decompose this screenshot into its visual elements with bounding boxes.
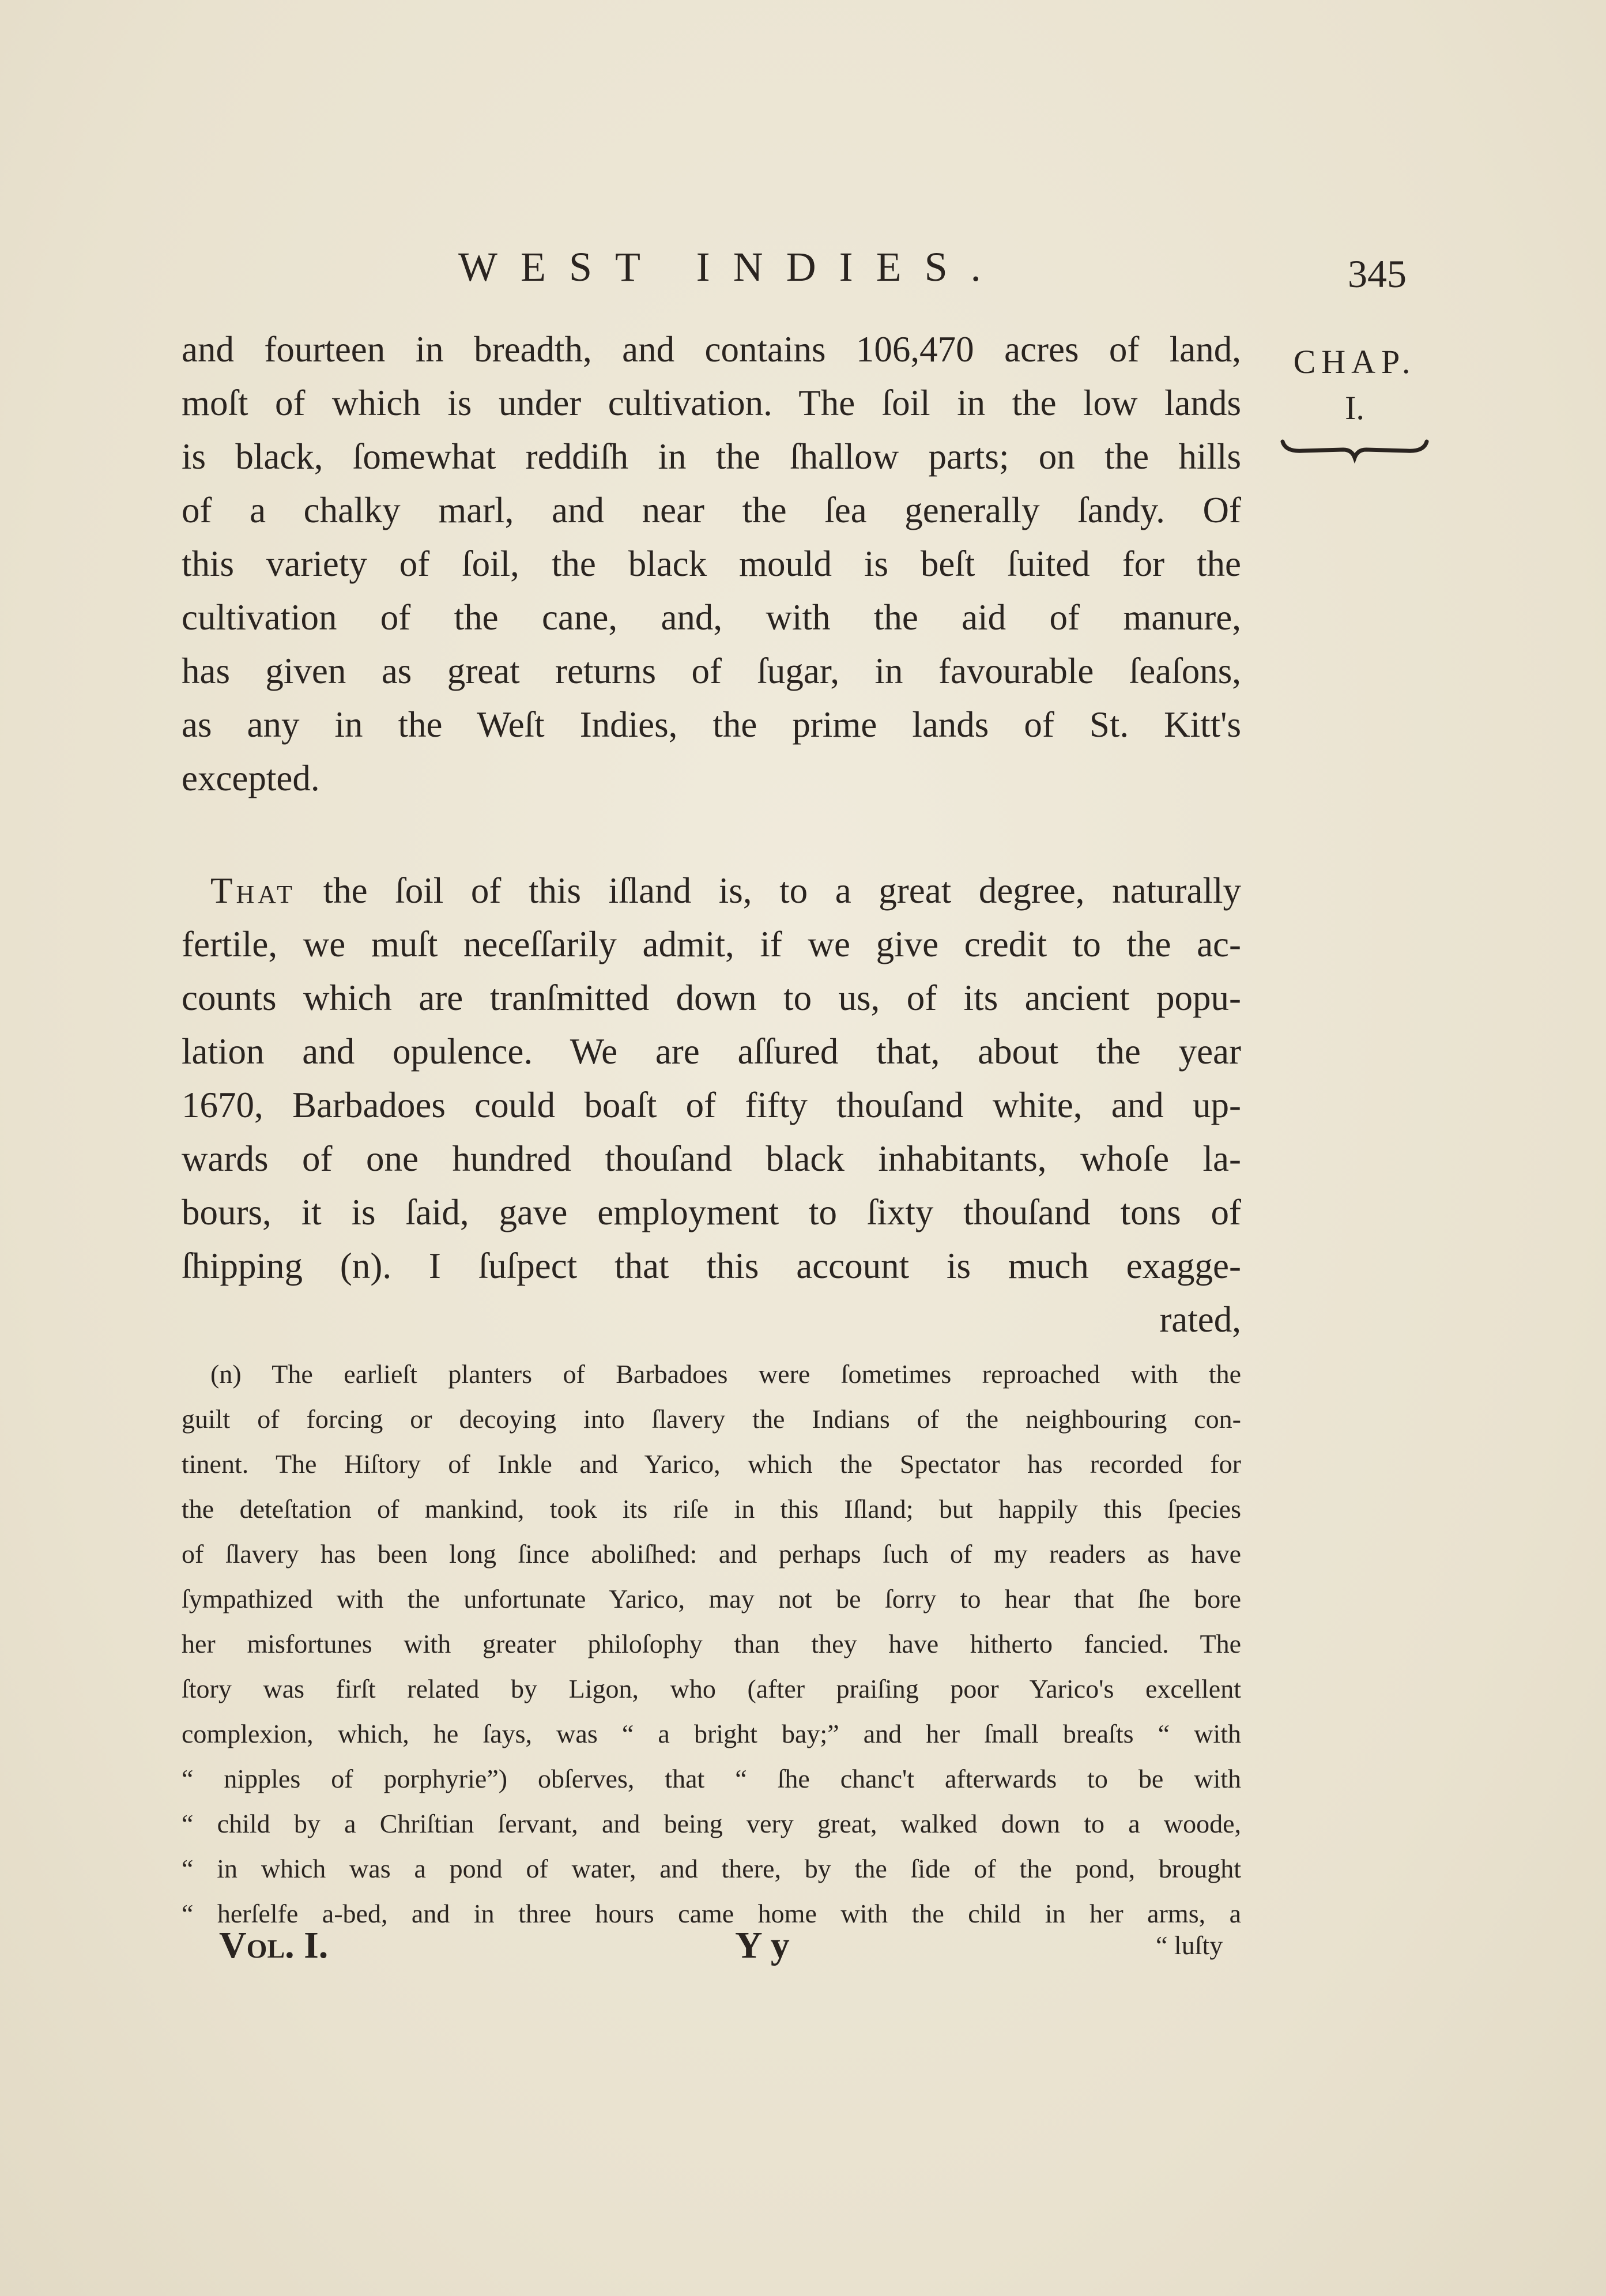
text-line: has given as great returns of ſugar, in favourable ſeaſons,: [182, 651, 1241, 691]
paragraph-2: [182, 864, 1241, 1347]
footnote-line: ſtory was firſt related by Ligon, who (after praiſing poor Yarico's excellent: [182, 1674, 1241, 1703]
catchword: “ luſty: [1156, 1931, 1223, 1960]
text-line: wards of one hundred thouſand black inhabitants, whoſe la-: [182, 1138, 1241, 1179]
text-line: is black, ſomewhat reddiſh in the ſhallow parts; on the hills: [182, 436, 1241, 477]
text-line: and fourteen in breadth, and contains 106,470 acres of land,: [182, 329, 1241, 370]
signature-mark: Y y: [735, 1924, 790, 1966]
text-line: cultivation of the cane, and, with the aid of manure,: [182, 597, 1241, 638]
volume-label: Vol. I.: [219, 1924, 329, 1966]
footnote-line: guilt of forcing or decoying into ſlavery the Indians of the neighbouring con-: [182, 1404, 1241, 1434]
footnote: [182, 1352, 1241, 1936]
text-line: of a chalky marl, and near the ſea generally ſandy. Of: [182, 490, 1241, 530]
text-line: moſt of which is under cultivation. The ſoil in the low lands: [182, 383, 1241, 423]
footnote-line: of ſlavery has been long ſince aboliſhed: and perhaps ſuch of my readers as have: [182, 1539, 1241, 1569]
text-line: rated,: [1159, 1299, 1241, 1340]
text-line: bours, it is ſaid, gave employment to ſixty thouſand tons of: [182, 1192, 1241, 1232]
text-line-rest: the ſoil of this iſland is, to a great degree, naturally: [296, 870, 1241, 911]
text-line: fertile, we muſt neceſſarily admit, if we give credit to the ac-: [182, 924, 1241, 964]
text-line-first: [182, 864, 1241, 918]
text-line: 1670, Barbadoes could boaſt of fifty thouſand white, and up-: [182, 1085, 1241, 1125]
footnote-line: “ in which was a pond of water, and there, by the ſide of the pond, brought: [182, 1854, 1241, 1883]
footnote-line: tinent. The Hiſtory of Inkle and Yarico, which the Spectator has recorded for: [182, 1449, 1241, 1479]
footnote-line: her misfortunes with greater philoſophy than they have hitherto fancied. The: [182, 1629, 1241, 1658]
text-line: excepted.: [182, 758, 320, 798]
footnote-line: (n) The earlieſt planters of Barbadoes were ſometimes reproached with the: [210, 1359, 1241, 1389]
text-line: ſhipping (n). I ſuſpect that this account is much exagge-: [182, 1246, 1241, 1286]
main-text: [182, 323, 1241, 1347]
text-line: this variety of ſoil, the black mould is beſt ſuited for the: [182, 544, 1241, 584]
footnote-line: complexion, which, he ſays, was “ a bright bay;” and her ſmall breaſts “ with: [182, 1719, 1241, 1748]
margin-chap-label: CHAP.: [1293, 343, 1416, 380]
footnote-line: the deteſtation of mankind, took its riſe in this Iſland; but happily this ſpecies: [182, 1494, 1241, 1524]
text-line: as any in the Weſt Indies, the prime lands of St. Kitt's: [182, 704, 1241, 745]
paragraph-lead-word: That: [210, 870, 296, 911]
footnote-line: “ child by a Chriſtian ſervant, and being very great, walked down to a woode,: [182, 1809, 1241, 1838]
footnote-line: “ nipples of porphyrie”) obſerves, that “ ſhe chanc't afterwards to be with: [182, 1764, 1241, 1793]
footnote-line: ſympathized with the unfortunate Yarico, may not be ſorry to hear that ſhe bore: [182, 1584, 1241, 1613]
running-head: WEST INDIES.: [458, 244, 1004, 290]
text-line: lation and opulence. We are aſſured that, about the year: [182, 1031, 1241, 1072]
footnote-line: “ herſelfe a-bed, and in three hours came home with the child in her arms, a: [182, 1899, 1241, 1928]
margin-chap-number: I.: [1345, 389, 1364, 427]
brace-icon: [1280, 435, 1430, 463]
paragraph-1: [182, 323, 1241, 805]
chapter-margin-note: [1268, 339, 1441, 463]
text-line: counts which are tranſmitted down to us, of its ancient popu-: [182, 978, 1241, 1018]
page-number: 345: [1348, 252, 1407, 296]
